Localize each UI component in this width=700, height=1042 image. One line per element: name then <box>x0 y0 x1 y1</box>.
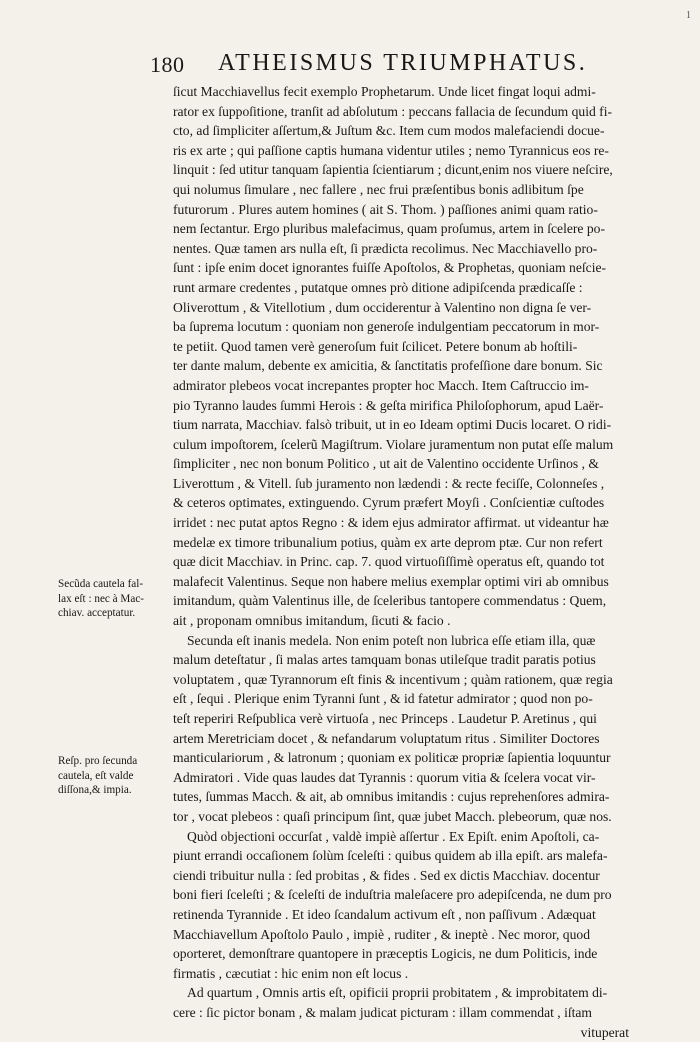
text-line: eſt , ſequi . Plerique enim Tyranni ſunt , & id fatetur admirator ; quod non po- <box>173 689 651 709</box>
text-line: piunt errandi occaſionem ſolùm ſceleſti : quibus quidem ab illa epiſt. ars malefa- <box>173 846 651 866</box>
text-line: manticulariorum , & latronum ; quoniam ex politicæ propriæ ſapientia loquuntur <box>173 748 651 768</box>
text-line: nem ſectantur. Ergo pluribus malefacimus, quam proſumus, artem in ſcelere po- <box>173 219 651 239</box>
margin-note-line: lax eſt : nec à Mac- <box>58 592 170 607</box>
text-line: ciendi tribuitur nulla : ſed probitas , & fides . Sed ex dictis Macchiav. docentur <box>173 866 651 886</box>
text-line: Liverottum , & Vitell. ſub juramento non lædendi : & recte feciſſe, Colonneſes , <box>173 474 651 494</box>
text-line: ſunt : ipſe enim docet ignorantes fuiſſe Apoſtolos, & Prophetas, quoniam neſcie- <box>173 258 651 278</box>
margin-note-line: Secũda cautela fal- <box>58 577 170 592</box>
text-line: futurorum . Plures autem homines ( ait S. Thom. ) paſſiones animi quam ratio- <box>173 200 651 220</box>
text-line: malum deteſtatur , ſi malas artes tamquam bonas utileſque tradit paratis potius <box>173 650 651 670</box>
text-line: Admiratori . Vide quas laudes dat Tyrannis : quorum vitia & ſcelera vocat vir- <box>173 768 651 788</box>
text-line: voluptatem , quæ Tyrannorum eſt finis & incentivum ; quàm rationem, quæ regia <box>173 670 651 690</box>
text-line: artem Meretriciam docet , & nefandarum voluptatum ritus . Similiter Doctores <box>173 729 651 749</box>
text-line: nentes. Quæ tamen ars nulla eſt, ſi prædicta recolimus. Nec Macchiavello pro- <box>173 239 651 259</box>
text-line: Secunda eſt inanis medela. Non enim poteſt non lubrica eſſe etiam illa, quæ <box>173 631 651 651</box>
margin-note-second <box>58 754 170 798</box>
text-line: pio Tyranno laudes ſummi Herois : & geſta mirifica Philoſophorum, apud Laër- <box>173 396 651 416</box>
text-line: culum impoſtorem, ſcelerũ Magiſtrum. Violare juramentum non putat eſſe malum <box>173 435 651 455</box>
text-line: cere : ſic pictor bonam , & malam judicat picturam : illam commendat , iſtam <box>173 1003 651 1023</box>
text-line: rator ex ſuppoſitione, tranſit ad abſolutum : peccans fallacia de ſecundum quid fi- <box>173 102 651 122</box>
text-line: malafecit Valentinus. Seque non habere melius exemplar optimi viri ab omnibus <box>173 572 651 592</box>
text-line: medelæ ex timore tribunalium potius, quàm ex arte deprom ptæ. Cur non refert <box>173 533 651 553</box>
text-line: & ceteros optimates, extinguendo. Cyrum præfert Moyſi . Conſcientiæ cuſtodes <box>173 493 651 513</box>
margin-note-line: chiav. acceptatur. <box>58 606 170 621</box>
text-line: boni fieri ſceleſti ; & ſceleſti de induſtria maleſacere pro adepiſcenda, ne dum pro <box>173 885 651 905</box>
text-line: ter dante malum, debente ex amicitia, & ſanctitatis profeſſione dare bonum. Sic <box>173 356 651 376</box>
text-line: linquit : ſed utitur tanquam ſapientia ſcientiarum ; dicunt,enim nos viuere neſcire, <box>173 160 651 180</box>
text-line: te petiit. Quod tamen verè generoſum fuit ſcilicet. Petere bonum ab hoſtili- <box>173 337 651 357</box>
margin-note-first <box>58 577 170 621</box>
text-line: oporteret, demonſtrare quantopere in præceptis Logicis, ne dum Politicis, inde <box>173 944 651 964</box>
running-title: ATHEISMUS TRIUMPHATUS. <box>218 50 587 77</box>
text-line: retinenda Tyrannide . Et ideo ſcandalum activum eſt , non paſſivum . Adæquat <box>173 905 651 925</box>
text-line: firmatis , cæcutiat : hic enim non eſt locus . <box>173 964 651 984</box>
margin-note-line: cautela, eſt valde <box>58 769 170 784</box>
text-line: tutes, ſummas Macch. & ait, ab omnibus imitandis : cujus reprehenſores admira- <box>173 787 651 807</box>
page-number: 180 <box>150 52 185 78</box>
margin-note-line: diſſona,& impia. <box>58 783 170 798</box>
text-line: irridet : nec putat aptos Regno : & idem ejus admirator affirmat. ut videantur hæ <box>173 513 651 533</box>
corner-mark: 1 <box>686 10 691 21</box>
text-line: Ad quartum , Omnis artis eſt, opificii proprii probitatem , & improbitatem di- <box>173 983 651 1003</box>
text-line: teſt reperiri Reſpublica verè virtuoſa , nec Princeps . Laudetur P. Aretinus , qui <box>173 709 651 729</box>
text-line: ſimpliciter , nec non bonum Politico , ut ait de Valentino occidente Urſinos , & <box>173 454 651 474</box>
text-line: tor , vocat plebeos : quaſi principum ſint, quæ jubet Macch. plebeorum, quæ nos. <box>173 807 651 827</box>
text-line: cto, ad ſimpliciter aſſertum,& Juſtum &c. Item cum modos malefaciendi docue- <box>173 121 651 141</box>
text-line: admirator plebeos vocat increpantes propter hoc Macch. Item Caſtruccio im- <box>173 376 651 396</box>
text-line: tium narrata, Macchiav. falsò tribuit, ut in eo Ideam optimi Ducis locaret. O ridi- <box>173 415 651 435</box>
text-line: Oliverottum , & Vitellotium , dum occiderentur à Valentino non digna ſe ver- <box>173 298 651 318</box>
text-line: Macchiavellum Apoſtolo Paulo , impiè , ruditer , & ineptè . Nec moror, quod <box>173 925 651 945</box>
text-line: ſicut Macchiavellus fecit exemplo Prophetarum. Unde licet fingat loqui admi- <box>173 82 651 102</box>
body-text <box>173 82 651 1042</box>
text-line: ait , proponam omnibus imitandum, ſicuti & facio . <box>173 611 651 631</box>
text-line: ris ex arte ; qui paſſione captis humana videntur utiles ; nemo Tyrannicus eos re- <box>173 141 651 161</box>
text-line: runt armare credentes , putatque omnes prò ditione adipiſcenda prædicaſſe : <box>173 278 651 298</box>
text-line: quæ dicit Macchiav. in Princ. cap. 7. quod virtuoſiſſimè operatus eſt, quando tot <box>173 552 651 572</box>
text-line: imitandum, quàm Valentinus ille, de ſceleribus tantopere commendatus : Quem, <box>173 591 651 611</box>
margin-note-line: Reſp. pro ſecunda <box>58 754 170 769</box>
text-line: qui nolumus ſimulare , nec fallere , nec frui præſentibus bonis adlibitum ſpe <box>173 180 651 200</box>
text-line: ba ſuprema locutum : quoniam non generoſe indulgentiam peccatorum in mor- <box>173 317 651 337</box>
text-line: Quòd objectioni occurſat , valdè impiè aſſertur . Ex Epiſt. enim Apoſtoli, ca- <box>173 827 651 847</box>
text-line: vituperat <box>173 1023 651 1042</box>
